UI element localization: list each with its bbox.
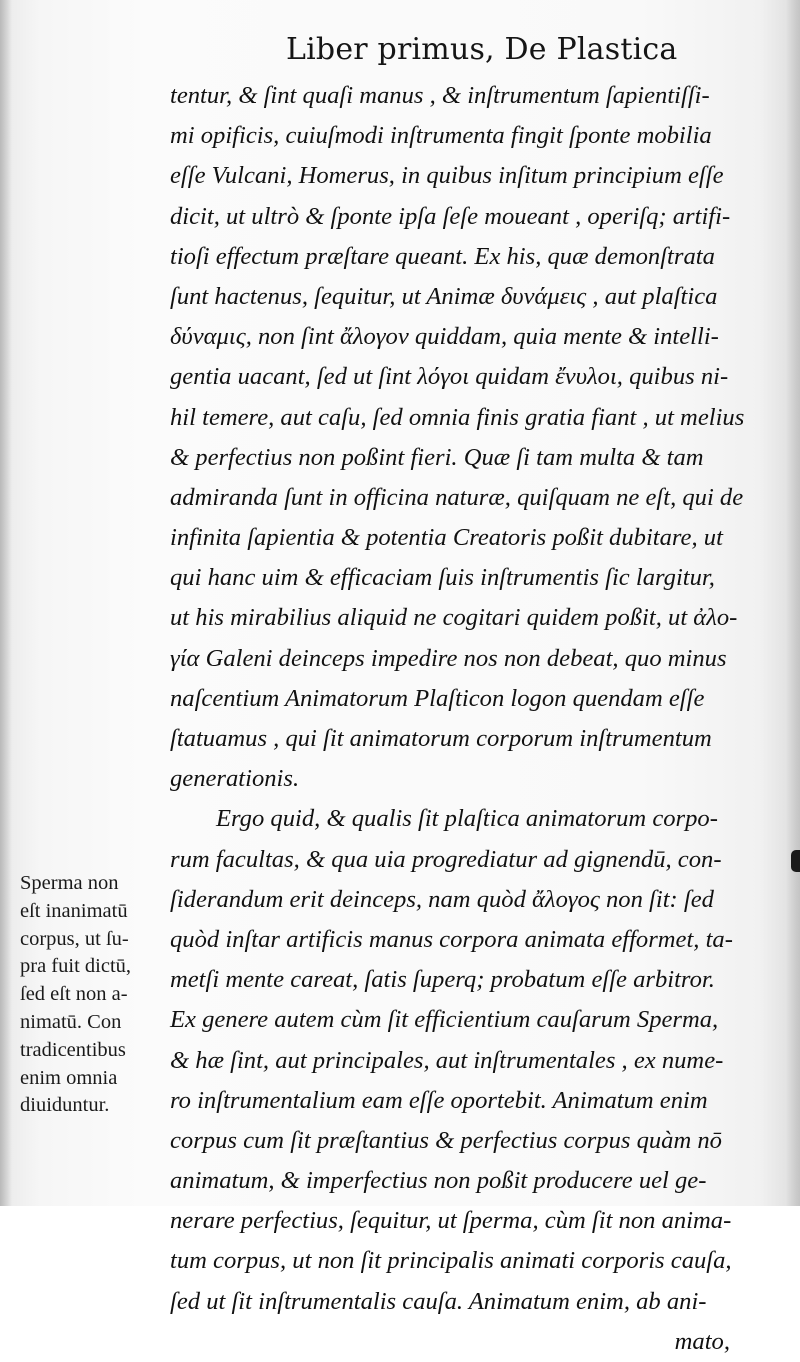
text-line: qui hanc uim & efficaciam ſuis inſtrumentis ſic largitur, [170, 564, 715, 592]
margin-note-line: Sperma non [20, 872, 119, 894]
text-line: mi opificis, cuiuſmodi inſtrumenta fingit ſponte mobilia [170, 122, 712, 150]
text-line: animatum, & imperfectius non poßit producere uel ge- [170, 1167, 707, 1195]
margin-note [20, 870, 170, 1120]
text-line: & perfectius non poßint fieri. Quæ ſi tam multa & tam [170, 443, 704, 471]
text-line: corpus cum ſit præſtantius & perfectius corpus quàm nō [170, 1126, 722, 1154]
text-line: nerare perfectius, ſequitur, ut ſperma, cùm ſit non anima- [170, 1207, 732, 1235]
text-line: γία Galeni deinceps impedire nos non debeat, quo minus [170, 644, 727, 672]
margin-note-line: diuiduntur. [20, 1094, 110, 1117]
running-title: Liber primus, De Plastica [286, 32, 678, 67]
text-line: tioſi effectum præſtare queant. Ex his, quæ demonſtrata [170, 242, 715, 270]
ink-blot [791, 850, 800, 872]
text-line: ſtatuamus , qui ſit animatorum corporum inſtrumentum [170, 725, 712, 752]
text-line: hil temere, aut caſu, ſed omnia finis gratia fiant , ut melius [170, 403, 745, 431]
margin-note-line: enim omnia [20, 1066, 118, 1089]
text-line: δύναμις, non ſint ἄλογον quiddam, quia mente & intelli- [170, 323, 719, 351]
text-line: infinita ſapientia & potentia Creatoris poßit dubitare, ut [170, 524, 723, 552]
text-line: ro inſtrumentalium eam eſſe oportebit. Animatum enim [170, 1086, 708, 1114]
text-line: ſiderandum erit deinceps, nam quòd ἄλογος non ſit: ſed [170, 885, 714, 913]
text-line: & hæ ſint, aut principales, aut inſtrumentales , ex nume- [170, 1046, 724, 1074]
paragraph-first-line: Ergo quid, & qualis ſit plaſtica animatorum corpo- [216, 805, 718, 833]
margin-note-line: nimatū. Con [20, 1010, 122, 1033]
text-line: ſunt hactenus, ſequitur, ut Animæ δυνάμεις , aut plaſtica [170, 282, 718, 310]
text-line: rum facultas, & qua uia progrediatur ad gignendū, con- [170, 845, 722, 873]
text-line: ut his mirabilius aliquid ne cogitari quidem poßit, ut ἀλο- [170, 604, 738, 632]
text-line: generationis. [170, 765, 300, 793]
text-line: ſed ut ſit inſtrumentalis cauſa. Animatum enim, ab ani- [170, 1287, 707, 1315]
text-line: metſi mente careat, ſatis ſuperq; probatum eſſe arbitror. [170, 966, 715, 994]
margin-note-line: ſed eſt non a- [20, 983, 128, 1006]
text-line: gentia uacant, ſed ut ſint λόγοι quidam ἔνυλοι, quibus ni- [170, 363, 729, 391]
main-text-block [170, 76, 770, 1362]
margin-note-line: pra fuit dictū, [20, 955, 132, 978]
text-line: naſcentium Animatorum Plaſticon logon quendam eſſe [170, 684, 705, 712]
margin-note-line: eſt inanimatū [20, 899, 128, 922]
text-line: tentur, & ſint quaſi manus , & inſtrumentum ſapientiſſi- [170, 82, 710, 109]
text-line: tum corpus, ut non ſit principalis animati corporis cauſa, [170, 1247, 732, 1275]
text-line: admiranda ſunt in officina naturæ, quiſquam ne eſt, qui de [170, 483, 744, 511]
text-line: eſſe Vulcani, Homerus, in quibus inſitum principium eſſe [170, 162, 724, 190]
margin-note-line: corpus, ut ſu- [20, 927, 129, 950]
text-line: quòd inſtar artificis manus corpora animata efformet, ta- [170, 925, 733, 953]
text-line: dicit, ut ultrò & ſponte ipſa ſeſe moueant , operiſq; artifi- [170, 202, 731, 230]
text-line: Ex genere autem cùm ſit efficientium cauſarum Sperma, [170, 1006, 719, 1034]
margin-note-line: tradicentibus [20, 1038, 126, 1061]
page-edge-shadow [786, 0, 800, 1206]
catchword: mato, [674, 1327, 730, 1355]
page-gutter-shadow [0, 0, 12, 1206]
